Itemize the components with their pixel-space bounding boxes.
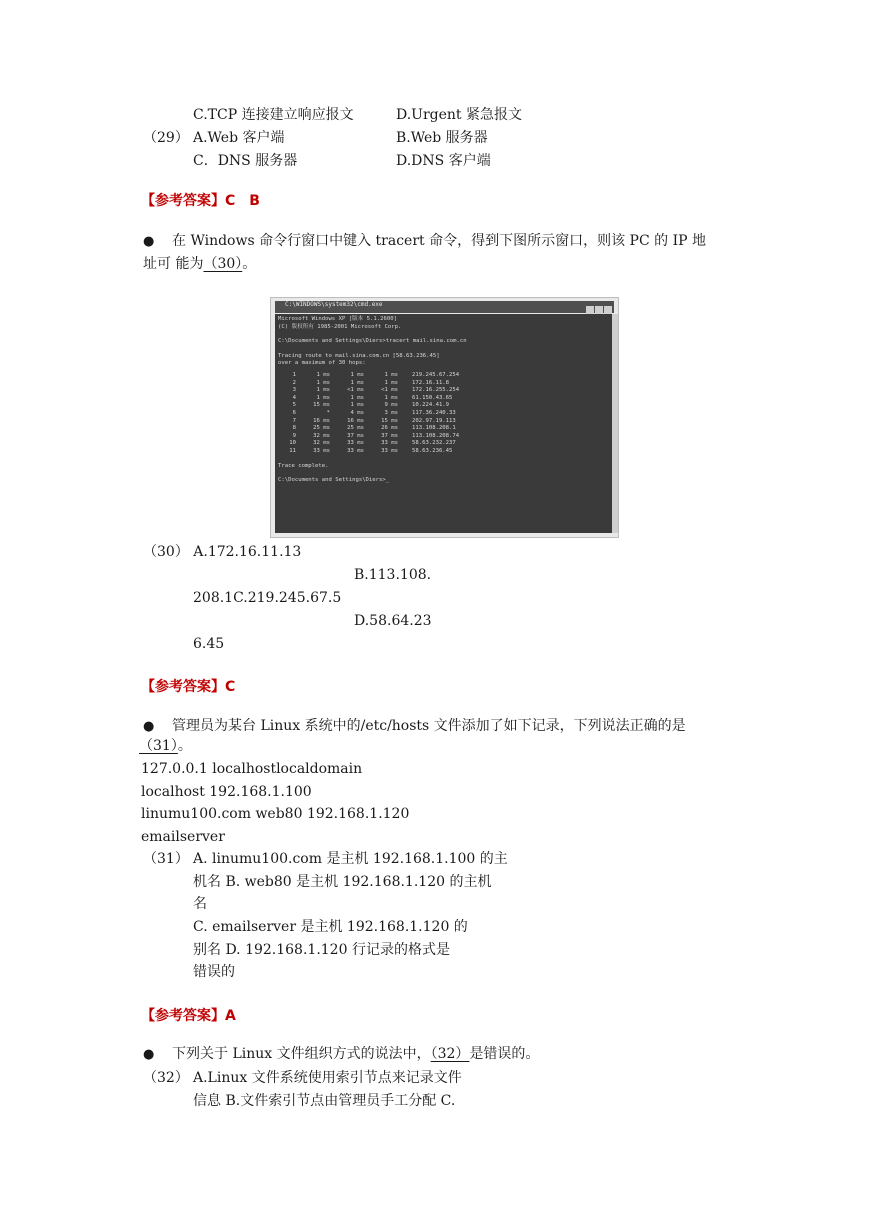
- hop-cell: 32 ms: [313, 440, 330, 447]
- hop-cell: 37 ms: [381, 432, 398, 439]
- answer-blank: （31）: [139, 738, 178, 754]
- question-number: （31）: [143, 851, 189, 867]
- answer-label: 【参考答案】: [141, 679, 225, 695]
- answer-value: A: [225, 1008, 236, 1024]
- hop-row: [278, 440, 609, 448]
- hop-row: [278, 372, 609, 380]
- hop-table: [278, 372, 609, 456]
- hosts-record: 127.0.0.1 localhostlocaldomain: [141, 761, 363, 777]
- hop-cell: 113.108.208.74: [412, 432, 460, 439]
- option-text: 名: [193, 896, 207, 912]
- option-text: B.Web 服务器: [396, 130, 488, 146]
- stem-text: 。: [242, 256, 257, 272]
- hop-cell: 1 ms: [350, 371, 364, 378]
- hop-row: [278, 380, 609, 388]
- hop-cell: 6: [292, 409, 296, 416]
- answer-label: 【参考答案】: [141, 1008, 225, 1024]
- hop-cell: 1 ms: [384, 394, 398, 401]
- hosts-record: emailserver: [141, 829, 225, 845]
- hop-cell: 1 ms: [384, 371, 398, 378]
- console-line: Tracing route to mail.sina.com.cn [58.63.236.45]: [278, 352, 440, 359]
- hop-row: [278, 418, 609, 426]
- hop-cell: 1 ms: [316, 379, 330, 386]
- close-icon: [604, 306, 612, 314]
- option-text: 机名 B. web80 是主机 192.168.1.120 的主机: [193, 874, 492, 890]
- hop-cell: 1 ms: [350, 379, 364, 386]
- question-number: （29）: [143, 130, 189, 146]
- hop-row: [278, 433, 609, 441]
- hop-cell: 5: [292, 402, 296, 409]
- option-text: D.58.64.23: [354, 613, 432, 629]
- window-title: C:\WINDOWS\system32\cmd.exe: [285, 301, 383, 308]
- hop-cell: 16 ms: [347, 417, 364, 424]
- hop-cell: 32 ms: [313, 432, 330, 439]
- hop-cell: 4 ms: [350, 409, 364, 416]
- window-titlebar: [275, 301, 614, 313]
- hop-cell: 25 ms: [347, 425, 364, 432]
- console-line: Microsoft Windows XP [版本 5.1.2600]: [278, 316, 397, 322]
- hop-cell: <1 ms: [347, 387, 364, 394]
- option-text: 别名 D. 192.168.1.120 行记录的格式是: [193, 942, 450, 958]
- console-line: over a maximum of 30 hops:: [278, 360, 366, 367]
- hop-cell: 33 ms: [381, 440, 398, 447]
- question-stem: [143, 257, 256, 271]
- question-stem: 在 Windows 命令行窗口中键入 tracert 命令，得到下图所示窗口，则该 PC 的 IP 地: [172, 233, 706, 249]
- hop-cell: 1 ms: [316, 387, 330, 394]
- answer-blank: （30）: [203, 256, 243, 272]
- answer-line: [141, 680, 235, 694]
- hosts-record: linumu100.com web80 192.168.1.120: [141, 806, 410, 822]
- hop-cell: 117.36.240.33: [412, 409, 456, 416]
- stem-text: 。: [177, 738, 192, 754]
- console-line: (C) 版权所有 1985-2001 Microsoft Corp.: [278, 323, 402, 330]
- answer-line: [141, 194, 260, 208]
- bullet: ●: [143, 719, 155, 734]
- hop-cell: 172.16.255.254: [412, 387, 460, 394]
- scrollbar: [612, 314, 618, 533]
- hop-cell: 16 ms: [313, 417, 330, 424]
- hop-cell: 33 ms: [313, 447, 330, 454]
- hop-cell: 1 ms: [316, 394, 330, 401]
- hop-cell: 4: [292, 394, 296, 401]
- hop-row: [278, 410, 609, 418]
- hop-cell: 33 ms: [347, 447, 364, 454]
- hop-cell: 25 ms: [313, 425, 330, 432]
- hop-cell: 26 ms: [381, 425, 398, 432]
- hop-cell: 172.16.11.8: [412, 379, 450, 386]
- question-number: （32）: [143, 1070, 189, 1086]
- hop-cell: 15 ms: [313, 402, 330, 409]
- answer-label: 【参考答案】: [141, 193, 225, 209]
- option-text: A.Web 客户端: [193, 130, 285, 146]
- hop-row: [278, 448, 609, 456]
- hop-row: [278, 395, 609, 403]
- option-text: C. emailserver 是主机 192.168.1.120 的: [193, 919, 468, 935]
- option-text: 208.1C.219.245.67.5: [193, 590, 342, 606]
- answer-value: C B: [225, 193, 260, 209]
- hop-cell: <1 ms: [381, 387, 398, 394]
- hop-cell: 219.245.67.254: [412, 371, 460, 378]
- hop-cell: 1: [292, 371, 296, 378]
- hop-cell: 58.63.232.237: [412, 440, 456, 447]
- hop-cell: 9 ms: [384, 402, 398, 409]
- hop-cell: 10.224.41.9: [412, 402, 450, 409]
- minimize-icon: [586, 306, 594, 314]
- hop-cell: 8: [292, 425, 296, 432]
- hop-cell: 1 ms: [316, 371, 330, 378]
- stem-text: 址可 能为: [143, 256, 204, 272]
- hop-row: [278, 402, 609, 410]
- console-line: C:\Documents and Settings\Diers>_: [278, 477, 390, 484]
- hop-cell: 15 ms: [381, 417, 398, 424]
- hop-cell: 37 ms: [347, 432, 364, 439]
- hop-cell: 1 ms: [384, 379, 398, 386]
- hop-cell: 61.150.43.65: [412, 394, 453, 401]
- question-stem: [172, 1047, 539, 1061]
- maximize-icon: [595, 306, 603, 314]
- stem-text: 是错误的。: [469, 1046, 540, 1062]
- hop-cell: 33 ms: [347, 440, 364, 447]
- hop-row: [278, 387, 609, 395]
- hop-cell: 3 ms: [384, 409, 398, 416]
- hop-row: [278, 425, 609, 433]
- bullet: ●: [143, 234, 155, 249]
- option-text: C.TCP 连接建立响应报文: [193, 107, 354, 123]
- option-text: D.DNS 客户端: [396, 153, 491, 169]
- tracert-screenshot: [270, 297, 619, 538]
- answer-blank: （32）: [430, 1046, 470, 1062]
- hop-cell: 1 ms: [350, 394, 364, 401]
- console-output: [275, 314, 612, 533]
- hop-cell: 10: [289, 440, 296, 447]
- hop-cell: *: [326, 409, 330, 416]
- option-text: 6.45: [193, 636, 225, 652]
- option-text: A.Linux 文件系统使用索引节点来记录文件: [193, 1070, 462, 1086]
- hop-cell: 9: [292, 432, 296, 439]
- answer-line: [141, 1009, 236, 1023]
- option-text: 错误的: [193, 964, 235, 980]
- option-text: D.Urgent 紧急报文: [396, 107, 523, 123]
- option-text: 信息 B.文件索引节点由管理员手工分配 C.: [193, 1093, 456, 1109]
- hop-cell: 1 ms: [350, 402, 364, 409]
- hop-cell: 3: [292, 387, 296, 394]
- hop-cell: 2: [292, 379, 296, 386]
- console-line: Trace complete.: [278, 462, 329, 469]
- stem-text: 下列关于 Linux 文件组织方式的说法中，: [172, 1046, 431, 1062]
- hop-cell: 33 ms: [381, 447, 398, 454]
- console-line: C:\Documents and Settings\Diers>tracert mail.sina.com.cn: [278, 338, 467, 345]
- hop-cell: 58.63.236.45: [412, 447, 453, 454]
- option-text: A. linumu100.com 是主机 192.168.1.100 的主: [193, 851, 508, 867]
- question-stem: 管理员为某台 Linux 系统中的/etc/hosts 文件添加了如下记录，下列说法正确的是: [172, 718, 686, 734]
- option-text: C．DNS 服务器: [193, 153, 298, 169]
- hop-cell: 7: [292, 417, 296, 424]
- hop-cell: 202.97.19.113: [412, 417, 456, 424]
- bullet: ●: [143, 1047, 155, 1062]
- question-stem: [139, 739, 192, 753]
- option-text: （30） A.172.16.11.13: [143, 544, 302, 560]
- hop-cell: 113.108.208.1: [412, 425, 456, 432]
- answer-value: C: [225, 679, 236, 695]
- option-text: B.113.108.: [354, 567, 432, 583]
- hosts-record: localhost 192.168.1.100: [141, 784, 312, 800]
- hop-cell: 11: [289, 447, 296, 454]
